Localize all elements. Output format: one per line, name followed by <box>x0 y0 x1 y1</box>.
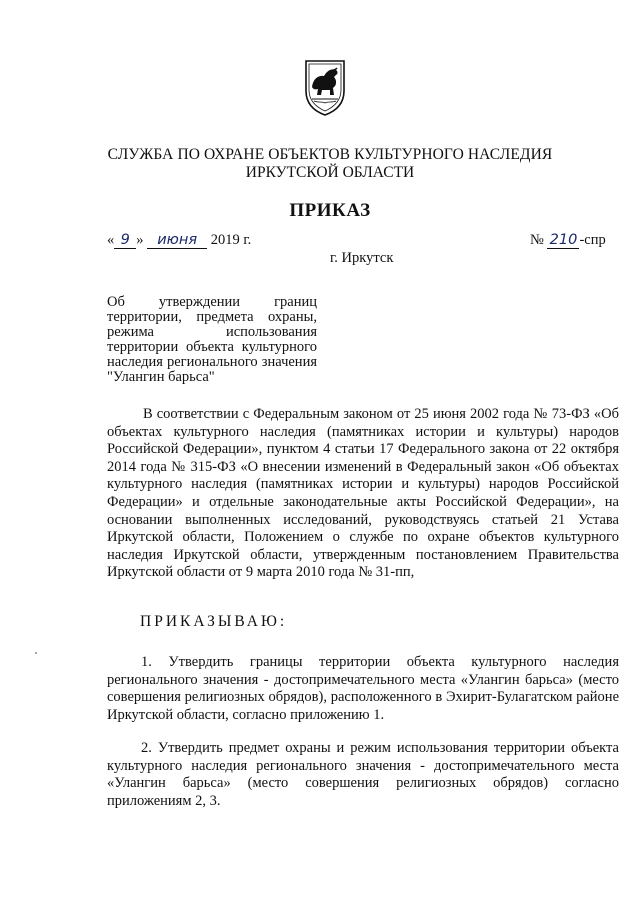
date-month: июня <box>147 232 207 249</box>
irkutsk-coat-of-arms-icon <box>300 57 350 117</box>
date-open-quote: « <box>107 232 115 248</box>
number-prefix: № <box>530 232 544 248</box>
number-value: 210 <box>547 232 579 249</box>
preamble-paragraph: В соответствии с Федеральным законом от 25 июня 2002 года № 73-ФЗ «Об объектах культурного наследия (памятниках истории и культуры) народов Российской Федерации», пунктом 4 статьи 17 Федерального закона от 22 октября 2014 года № 315-ФЗ «О внесении изменений в Федеральный закон «Об объектах культурного наследия (памятниках истории и культуры) народов Российской Федерации» и отдельные законодательные акты Российской Федерации», на основании выполненных исследований, руководствуясь статьей 21 Устава Иркутской области, Положением о службе по охране объектов культурного наследия Иркутской области, утвержденным постановлением Правительства Иркутской области от 9 марта 2010 года № 31-пп, <box>107 406 619 581</box>
document-title: ПРИКАЗ <box>289 200 371 221</box>
order-item-2: 2. Утвердить предмет охраны и режим использования территории объекта культурного наследия регионального значения - достопримечательного места «Улангин барьса» (место совершения религиозных обрядов) согласно приложениям 2, 3. <box>107 740 619 809</box>
agency-name-line2: ИРКУТСКОЙ ОБЛАСТИ <box>245 164 415 181</box>
order-item-1: 1. Утвердить границы территории объекта культурного наследия регионального значения - достопримечательного места «Улангин барьса» (место совершения религиозных обрядов), расположенного в Эхирит-Булагатском районе Иркутской области, согласно приложению 1. <box>107 654 619 723</box>
agency-name-line1: СЛУЖБА ПО ОХРАНЕ ОБЪЕКТОВ КУЛЬТУРНОГО НАСЛЕДИЯ <box>107 146 553 163</box>
date-close-quote: » <box>136 232 144 248</box>
order-word: ПРИКАЗЫВАЮ: <box>140 613 288 630</box>
date-day: 9 <box>114 232 136 249</box>
scan-speck <box>35 652 37 654</box>
order-number <box>530 232 606 249</box>
order-subject: Об утверждении границ территории, предмета охраны, режима использования территории объекта культурного наследия регионального значения "Улангин барьса" <box>107 294 317 385</box>
order-date <box>107 232 251 249</box>
city: г. Иркутск <box>330 250 394 266</box>
number-suffix: -спр <box>579 232 606 248</box>
date-year: 2019 г. <box>210 232 252 248</box>
